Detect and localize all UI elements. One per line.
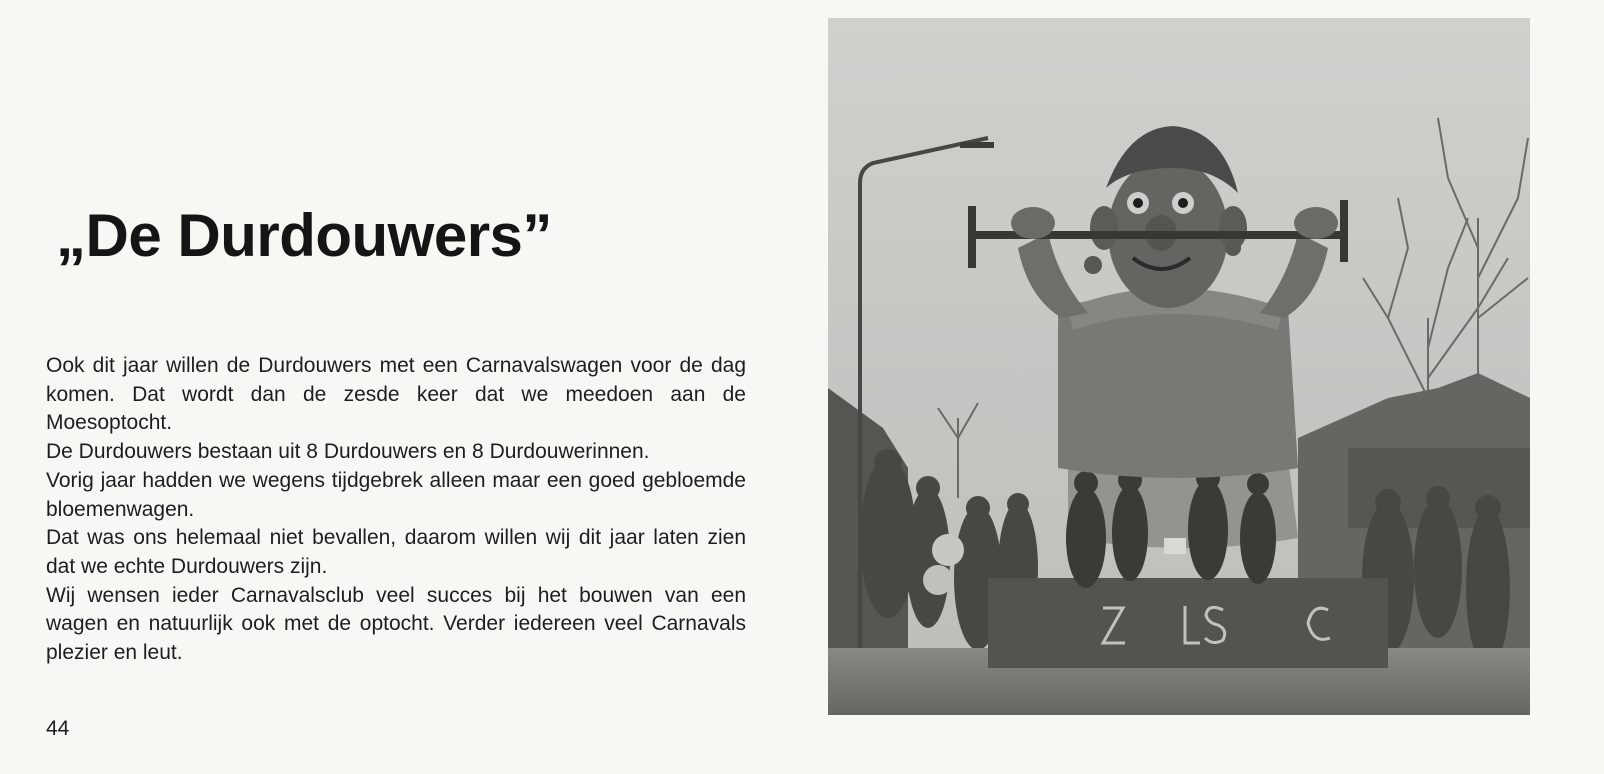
photo-grain bbox=[828, 18, 1530, 715]
article-title: „De Durdouwers” bbox=[56, 202, 552, 270]
paragraph: Dat was ons helemaal niet bevallen, daarom willen wij dit jaar laten zien dat we echte Durdouwers zijn. bbox=[46, 526, 746, 578]
article-body bbox=[46, 352, 746, 668]
paragraph: Vorig jaar hadden we wegens tijdgebrek alleen maar een goed gebloemde bloemenwagen. bbox=[46, 468, 746, 521]
photo-illustration bbox=[828, 18, 1530, 715]
page-number: 44 bbox=[46, 717, 70, 740]
carnival-float-photo bbox=[828, 18, 1530, 715]
paragraph: Ook dit jaar willen de Durdouwers met een Carnavalswagen voor de dag komen. Dat wordt dan de zesde keer dat we meedoen aan de Moesoptocht. bbox=[46, 354, 746, 435]
paragraph: De Durdouwers bestaan uit 8 Durdouwers en 8 Durdouwerinnen. bbox=[46, 440, 650, 464]
paragraph: Wij wensen ieder Carnavalsclub veel succes bij het bouwen van een wagen en natuurlijk ook met de optocht. Verder iedereen veel Carnavals plezier en leut. bbox=[46, 583, 746, 665]
